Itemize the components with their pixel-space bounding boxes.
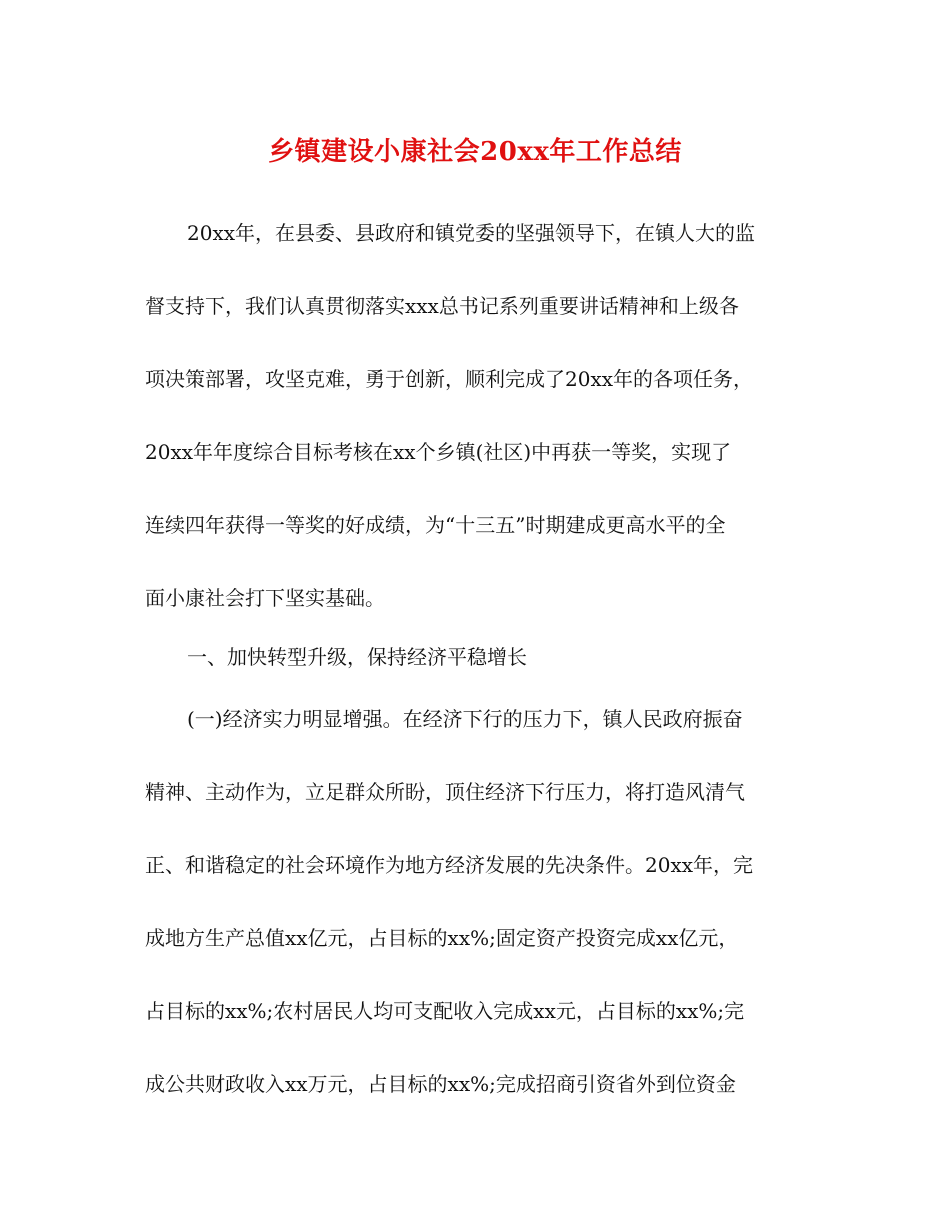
- document-body: [145, 215, 805, 1102]
- text-line: 20xx年，在县委、县政府和镇党委的坚强领导下，在镇人大的监: [187, 221, 756, 245]
- section-heading: 一、加快转型升级，保持经济平稳增长: [187, 645, 527, 669]
- text-line: 成地方生产总值xx亿元，占目标的xx%;固定资产投资完成xx亿元，: [145, 926, 739, 950]
- text-line: 面小康社会打下坚实基础。: [145, 586, 385, 610]
- text-line: 20xx年年度综合目标考核在xx个乡镇(社区)中再获一等奖，实现了: [145, 440, 732, 464]
- document-title: 乡镇建设小康社会20xx年工作总结: [268, 137, 682, 167]
- text-line: 精神、主动作为，立足群众所盼，顶住经济下行压力，将打造风清气: [145, 780, 745, 804]
- text-line: 正、和谐稳定的社会环境作为地方经济发展的先决条件。20xx年，完: [145, 853, 754, 877]
- text-line: 督支持下，我们认真贯彻落实xxx总书记系列重要讲话精神和上级各: [145, 294, 739, 318]
- text-line: 成公共财政收入xx万元，占目标的xx%;完成招商引资省外到位资金: [145, 1072, 736, 1096]
- text-line: 连续四年获得一等奖的好成绩，为“十三五”时期建成更高水平的全: [145, 513, 726, 537]
- text-line: 项决策部署，攻坚克难，勇于创新，顺利完成了20xx年的各项任务，: [145, 367, 754, 391]
- text-line: 占目标的xx%;农村居民人均可支配收入完成xx元，占目标的xx%;完: [145, 999, 745, 1023]
- text-line: (一)经济实力明显增强。在经济下行的压力下，镇人民政府振奋: [187, 707, 743, 731]
